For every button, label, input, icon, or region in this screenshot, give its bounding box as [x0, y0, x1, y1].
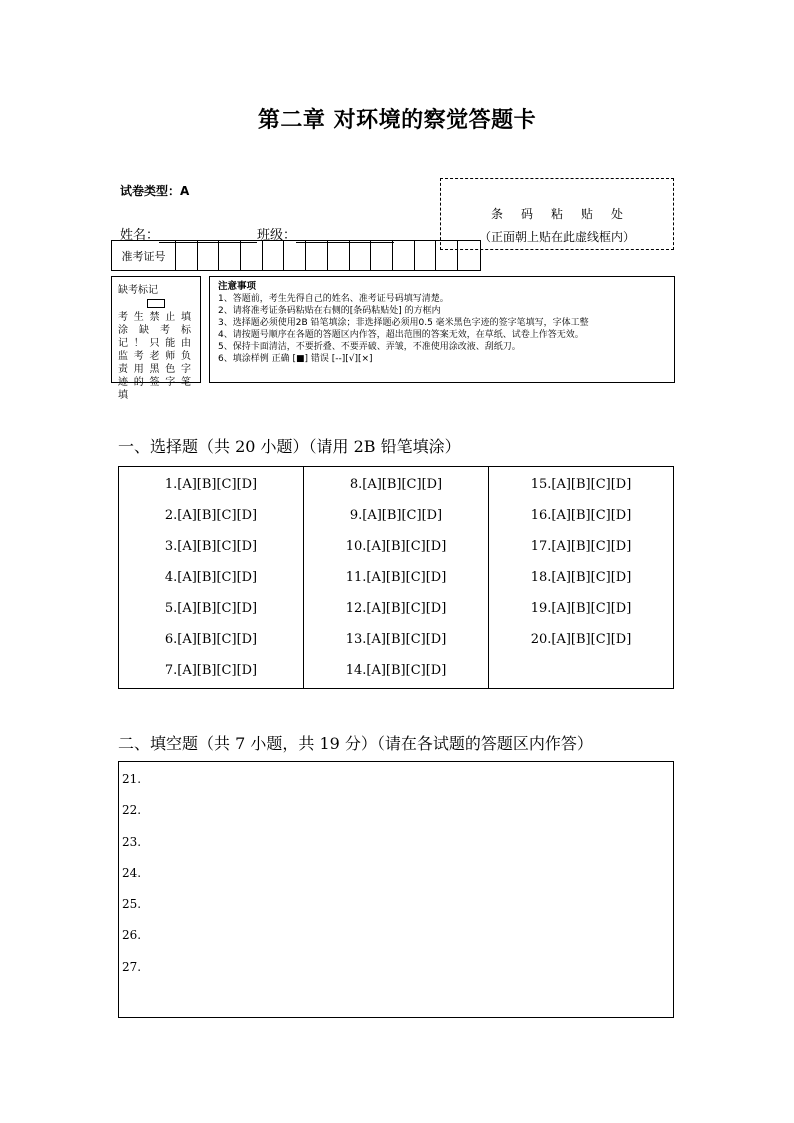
choice-item[interactable]: 6.[A][B][C][D]: [164, 632, 258, 647]
ticket-digit-cell[interactable]: [263, 241, 285, 270]
fill-item: 25.: [122, 897, 142, 912]
choice-item[interactable]: 2.[A][B][C][D]: [164, 508, 258, 523]
absent-heading: 缺考标记: [118, 285, 158, 296]
ticket-digit-cell[interactable]: [458, 241, 480, 270]
choice-item[interactable]: 16.[A][B][C][D]: [530, 508, 632, 523]
ticket-digit-cell[interactable]: [176, 241, 198, 270]
fill-item: 27.: [122, 959, 142, 974]
fill-item: 21.: [122, 772, 142, 786]
choice-item[interactable]: 7.[A][B][C][D]: [164, 663, 258, 678]
notice-item: 3、选择题必须使用2B 铅笔填涂；非选择题必须用0.5 毫米黑色字迹的签字笔填写，字体工整: [218, 318, 589, 328]
choice-item[interactable]: 17.[A][B][C][D]: [530, 539, 632, 554]
absent-mark-checkbox[interactable]: [147, 299, 165, 308]
choice-item[interactable]: 11.[A][B][C][D]: [345, 570, 447, 585]
choice-item[interactable]: 18.[A][B][C][D]: [530, 570, 632, 585]
choice-item[interactable]: 10.[A][B][C][D]: [345, 539, 447, 554]
absent-text: 考生禁止填涂缺考标记！只能由监考老师负责用黑色字迹的签字笔填: [118, 312, 194, 401]
choice-item[interactable]: 5.[A][B][C][D]: [164, 601, 258, 616]
ticket-digit-cell[interactable]: [198, 241, 220, 270]
absent-mark-box: [111, 276, 201, 401]
barcode-hint: （正面朝上贴在此虚线框内）: [478, 230, 635, 244]
ticket-digit-cell[interactable]: [436, 241, 458, 270]
choice-item[interactable]: 1.[A][B][C][D]: [164, 477, 258, 492]
page-title: 第二章 对环境的察觉答题卡: [257, 108, 537, 133]
name-label: 姓名：: [120, 228, 160, 243]
choice-answer-table: [118, 466, 674, 689]
notice-item: 5、保持卡面清洁，不要折叠、不要弄破、弄皱，不准使用涂改液、刮纸刀。: [218, 342, 521, 352]
ticket-digit-cell[interactable]: [328, 241, 350, 270]
class-label: 班级：: [257, 228, 297, 243]
choice-item[interactable]: 20.[A][B][C][D]: [530, 632, 632, 647]
ticket-digit-cell[interactable]: [284, 241, 306, 270]
notice-item: 1、答题前，考生先得自己的姓名、准考证号码填写清楚。: [218, 294, 449, 304]
choice-column: [489, 467, 673, 688]
fill-answer-area[interactable]: [118, 761, 674, 1018]
notice-heading: 注意事项: [218, 281, 257, 292]
choice-item[interactable]: 15.[A][B][C][D]: [530, 477, 632, 492]
ticket-digit-cell[interactable]: [415, 241, 437, 270]
ticket-digit-cell[interactable]: [371, 241, 393, 270]
ticket-digit-cell[interactable]: [350, 241, 372, 270]
notice-box: [209, 276, 675, 383]
choice-item[interactable]: 13.[A][B][C][D]: [345, 632, 447, 647]
section2-title: 二、填空题（共 7 小题，共 19 分）（请在各试题的答题区内作答）: [118, 734, 593, 753]
notice-item: 4、请按题号顺序在各题的答题区内作答，超出范围的答案无效，在草纸、试卷上作答无效。: [218, 330, 584, 340]
choice-item[interactable]: 19.[A][B][C][D]: [530, 601, 632, 616]
notice-item: 2、请将准考证条码粘贴在右侧的[条码粘贴处] 的方框内: [218, 306, 441, 316]
choice-item[interactable]: 14.[A][B][C][D]: [345, 663, 447, 678]
ticket-number-grid: [111, 240, 481, 271]
notice-item: 6、填涂样例 正确 [■] 错误 [--][√][×]: [218, 354, 373, 364]
choice-item[interactable]: 12.[A][B][C][D]: [345, 601, 447, 616]
fill-item: 22.: [122, 803, 142, 818]
fill-item: 26.: [122, 928, 142, 943]
choice-item[interactable]: 3.[A][B][C][D]: [164, 539, 258, 554]
paper-type: 试卷类型：A: [120, 184, 190, 198]
ticket-digit-cell[interactable]: [241, 241, 263, 270]
choice-column: [304, 467, 489, 688]
choice-item[interactable]: 4.[A][B][C][D]: [164, 570, 258, 585]
choice-item[interactable]: 9.[A][B][C][D]: [349, 508, 443, 523]
ticket-digit-cell[interactable]: [393, 241, 415, 270]
fill-item: 23.: [122, 834, 142, 849]
fill-item: 24.: [122, 865, 142, 880]
ticket-label: 准考证号: [112, 241, 176, 270]
choice-column: [119, 467, 304, 688]
ticket-digit-cell[interactable]: [306, 241, 328, 270]
section1-title: 一、选择题（共 20 小题）（请用 2B 铅笔填涂）: [118, 437, 461, 456]
choice-item[interactable]: 8.[A][B][C][D]: [349, 477, 443, 492]
barcode-title: 条码粘贴处: [490, 207, 641, 221]
ticket-digit-cell[interactable]: [219, 241, 241, 270]
